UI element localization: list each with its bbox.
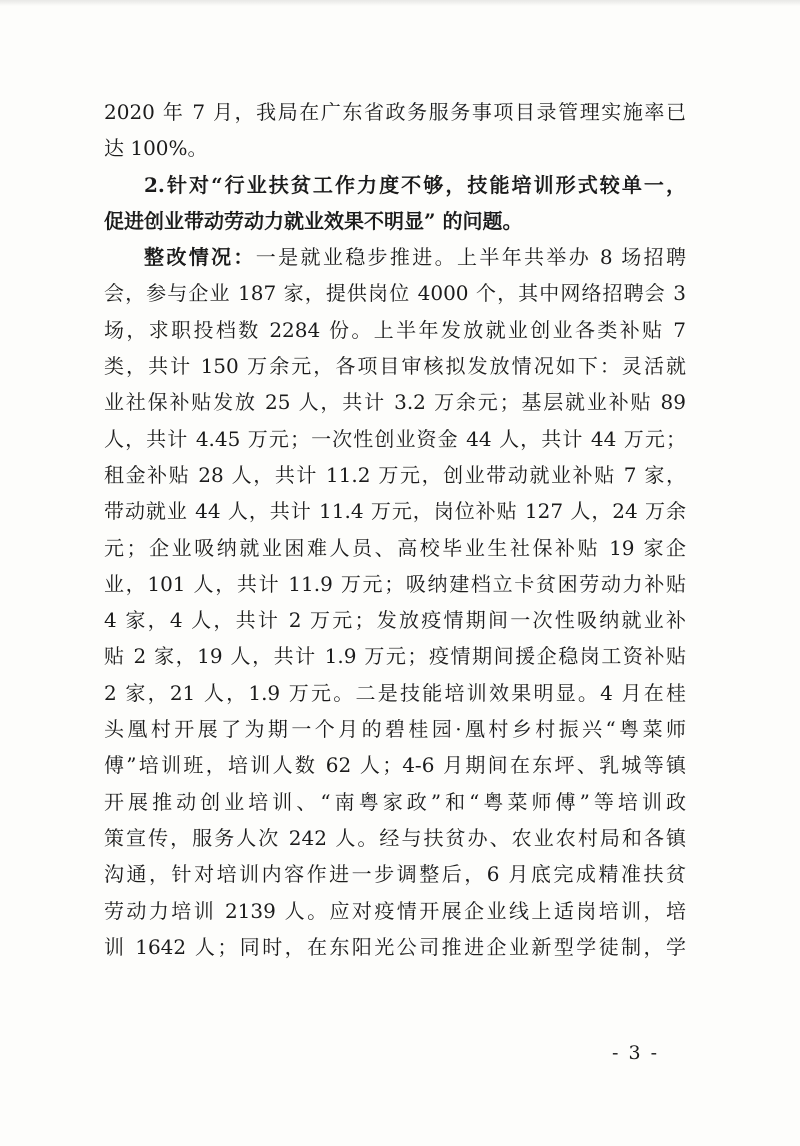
rectification-line-9: 元；企业吸纳就业困难人员、高校毕业生社保补贴 19 家企 xyxy=(104,535,686,560)
rectification-line-19: 劳动力培训 2139 人。应对疫情开展企业线上适岗培训，培 xyxy=(104,898,686,923)
rectification-line-1 xyxy=(104,239,686,275)
rectification-line-3: 场，求职投档数 2284 份。上半年发放就业创业各类补贴 7 xyxy=(104,317,686,342)
scan-edge xyxy=(0,0,800,6)
rectification-line-10: 业，101 人，共计 11.9 万元；吸纳建档立卡贫困劳动力补贴 xyxy=(104,571,686,596)
heading-2-line-1: 2.针对“行业扶贫工作力度不够，技能培训形式较单一， xyxy=(144,172,686,197)
rectification-line-18: 沟通，针对培训内容作进一步调整后，6 月底完成精准扶贫 xyxy=(104,862,686,887)
rectification-line-8: 带动就业 44 人，共计 11.4 万元，岗位补贴 127 人，24 万余 xyxy=(104,499,686,524)
rectification-line-7: 租金补贴 28 人，共计 11.2 万元，创业带动就业补贴 7 家， xyxy=(104,462,686,487)
paragraph-1-line-1: 2020 年 7 月，我局在广东省政务服务事项目录管理实施率已 xyxy=(104,100,686,124)
rectification-line-11: 4 家，4 人，共计 2 万元；发放疫情期间一次性吸纳就业补 xyxy=(104,608,686,633)
rectification-label: 整改情况： xyxy=(144,245,256,270)
rectification-line-13: 2 家，21 人，1.9 万元。二是技能培训效果明显。4 月在桂 xyxy=(104,680,686,705)
heading-2-line-2: 促进创业带动劳动力就业效果不明显” 的问题。 xyxy=(104,208,523,233)
rectification-line-5: 业社保补贴发放 25 人，共计 3.2 万余元；基层就业补贴 89 xyxy=(104,390,686,415)
rectification-first-line-rest: 一是就业稳步推进。上半年共举办 8 场招聘 xyxy=(255,245,686,270)
rectification-line-12: 贴 2 家，19 人，共计 1.9 万元；疫情期间援企稳岗工资补贴 xyxy=(104,644,686,669)
rectification-line-15: 傅”培训班，培训人数 62 人；4-6 月期间在东坪、乳城等镇 xyxy=(104,753,686,778)
paragraph-1-line-2: 达 100%。 xyxy=(104,136,208,161)
rectification-line-4: 类，共计 150 万余元，各项目审核拟发放情况如下：灵活就 xyxy=(104,354,686,379)
document-body xyxy=(104,94,686,965)
page-number: - 3 - xyxy=(612,1042,660,1064)
rectification-line-17: 策宣传，服务人次 242 人。经与扶贫办、农业农村局和各镇 xyxy=(104,825,686,850)
rectification-line-20: 训 1642 人；同时，在东阳光公司推进企业新型学徒制，学 xyxy=(104,934,686,959)
rectification-line-2: 会，参与企业 187 家，提供岗位 4000 个，其中网络招聘会 3 xyxy=(104,281,686,306)
rectification-line-6: 人，共计 4.45 万元；一次性创业资金 44 人，共计 44 万元； xyxy=(104,426,686,451)
rectification-line-14: 头凰村开展了为期一个月的碧桂园·凰村乡村振兴“粤菜师 xyxy=(104,717,686,742)
rectification-line-16: 开展推动创业培训、“南粤家政”和“粤菜师傅”等培训政 xyxy=(104,789,686,814)
